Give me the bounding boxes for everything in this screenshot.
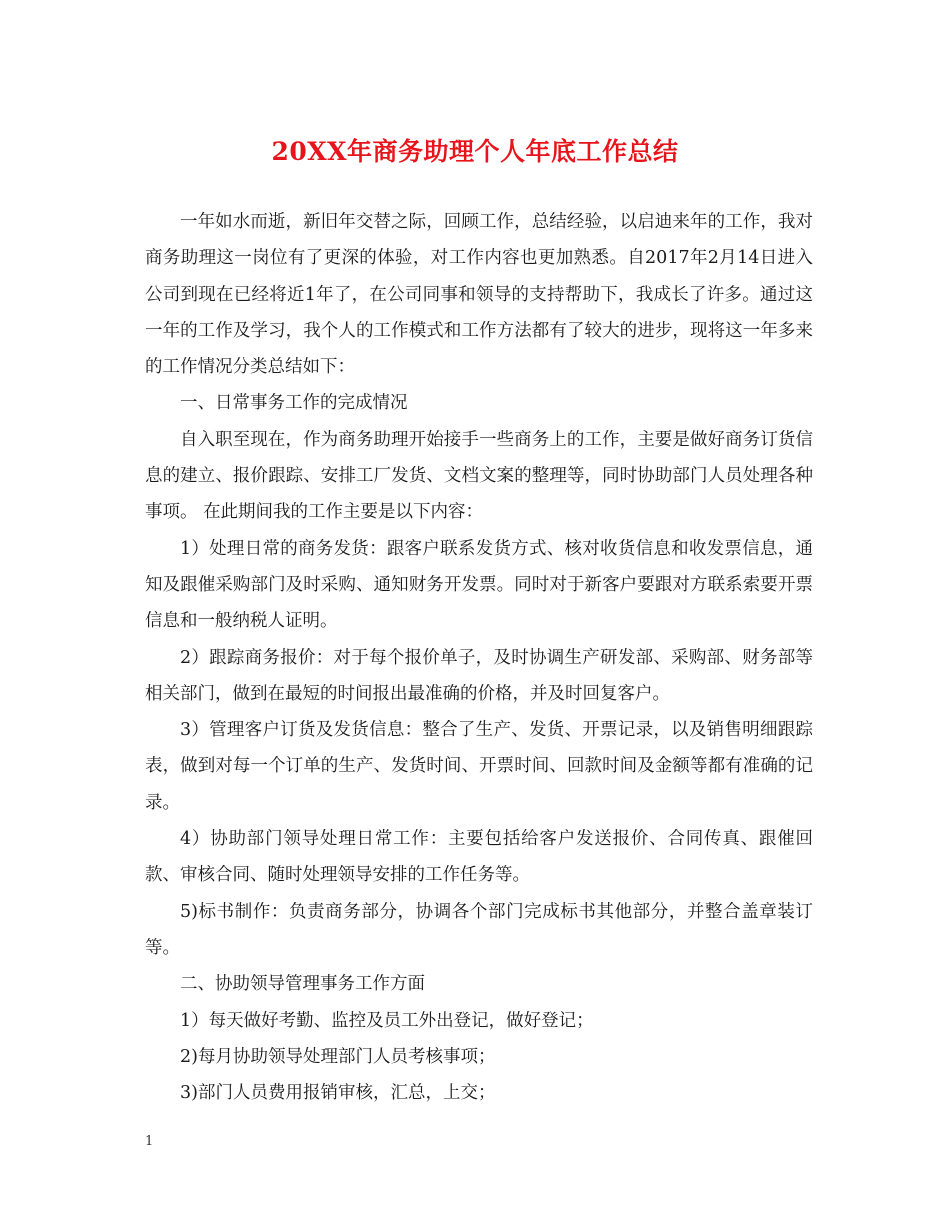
section-2-item-2: 2)每月协助领导处理部门人员考核事项；	[180, 1046, 496, 1067]
list-item-3: 3）管理客户订货及发货信息：整合了生产、发货、开票记录，以及销售明细跟踪表，做到对每一个订单的生产、发货时间、开票时间、回款时间及金额等都有准确的记录。	[145, 720, 813, 813]
section-heading-2: 二、协助领导管理事务工作方面	[180, 974, 425, 995]
section-2-item-1: 1）每天做好考勤、监控及员工外出登记，做好登记；	[180, 1010, 594, 1031]
list-item-5: 5)标书制作：负责商务部分，协调各个部门完成标书其他部分，并整合盖章装订等。	[145, 901, 813, 958]
section-2-item-3: 3)部门人员费用报销审核，汇总，上交；	[180, 1083, 496, 1104]
list-item-4: 4）协助部门领导处理日常工作：主要包括给客户发送报价、合同传真、跟催回款、审核合同、随时处理领导安排的工作任务等。	[145, 829, 813, 886]
page-number: 1	[145, 1134, 154, 1149]
document-body	[145, 204, 813, 1111]
list-item-2: 2）跟踪商务报价：对于每个报价单子，及时协调生产研发部、采购部、财务部等相关部门，做到在最短的时间报出最准确的价格，并及时回复客户。	[145, 647, 813, 704]
document-title: 20XX年商务助理个人年底工作总结	[271, 137, 679, 166]
paragraph-section-1-intro: 自入职至现在，作为商务助理开始接手一些商务上的工作，主要是做好商务订货信息的建立、报价跟踪、安排工厂发货、文档文案的整理等，同时协助部门人员处理各种事项。 在此期间我的工作主要是以下内容：	[145, 429, 813, 523]
paragraph-intro: 一年如水而逝，新旧年交替之际，回顾工作，总结经验，以启迪来年的工作，我对商务助理这一岗位有了更深的体验，对工作内容也更加熟悉。自2017年2月14日进入公司到现在已经将近1年了，在公司同事和领导的支持帮助下，我成长了许多。通过这一年的工作及学习，我个人的工作模式和工作方法都有了较大的进步，现将这一年多来的工作情况分类总结如下：	[145, 212, 813, 378]
list-item-1: 1）处理日常的商务发货：跟客户联系发货方式、核对收货信息和收发票信息，通知及跟催采购部门及时采购、通知财务开发票。同时对于新客户要跟对方联系索要开票信息和一般纳税人证明。	[145, 538, 813, 632]
section-heading-1: 一、日常事务工作的完成情况	[180, 393, 408, 414]
